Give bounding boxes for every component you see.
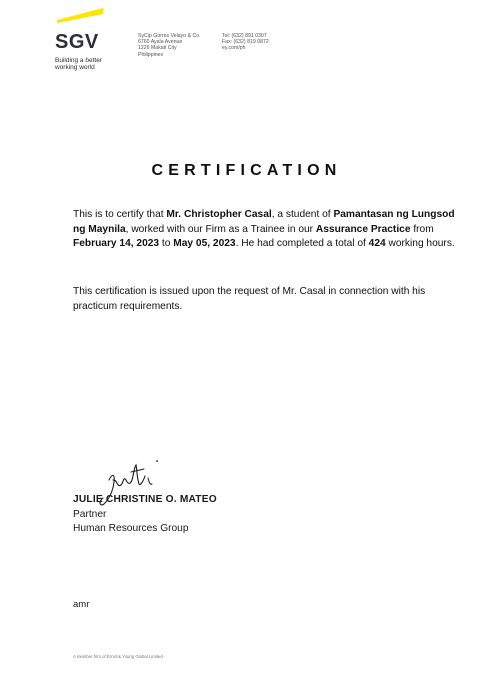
student-name: Mr. Christopher Casal (166, 209, 272, 220)
total-hours: 424 (368, 238, 386, 249)
signatory-title: Partner (73, 509, 107, 520)
footer-note: A member firm of Ernst & Young Global Limited (73, 654, 163, 659)
address-line: Philippines (138, 51, 164, 58)
logo-tagline: Building a better (55, 57, 102, 64)
signatory-name: JULIE CHRISTINE O. MATEO (73, 494, 217, 505)
logo-tagline: working world (55, 64, 95, 71)
reference-initials: amr (73, 599, 90, 610)
practice-name: Assurance Practice (315, 223, 411, 235)
purpose-paragraph: This certification is issued upon the request of Mr. Casal in connection with his practicum requirements. (73, 286, 426, 312)
firm-address (138, 33, 201, 58)
logo-wordmark: SGV (55, 31, 99, 53)
firm-contact (222, 33, 269, 52)
start-date: February 14, 2023 (73, 238, 160, 249)
certification-paragraph: This is to certify that Mr. Christopher Casal, a student of Pamantasan ng Lungsod ng Maynila, worked with our Firm as a Trainee in our Assurance Practice from February 14, 2023 to May 05, 2023. He had completed a total of 424 working hours. (73, 209, 455, 249)
school-name: Pamantasan ng Lungsod ng Maynila (73, 209, 455, 235)
address-line: SyCip Gorres Velayo & Co. (138, 33, 201, 39)
document-title: CERTIFICATION (151, 162, 342, 179)
address-line: 6760 Ayala Avenue (138, 39, 183, 46)
ey-beam-icon (57, 8, 105, 28)
address-line: 1226 Makati City (138, 45, 177, 52)
fax: Fax: (632) 819 0872 (222, 39, 269, 46)
signatory-department: Human Resources Group (73, 523, 189, 534)
end-date: May 05, 2023 (173, 238, 236, 249)
sgv-logo (55, 8, 115, 71)
phone: Tel: (632) 891 0307 (222, 33, 267, 39)
website: ey.com/ph (222, 45, 246, 52)
